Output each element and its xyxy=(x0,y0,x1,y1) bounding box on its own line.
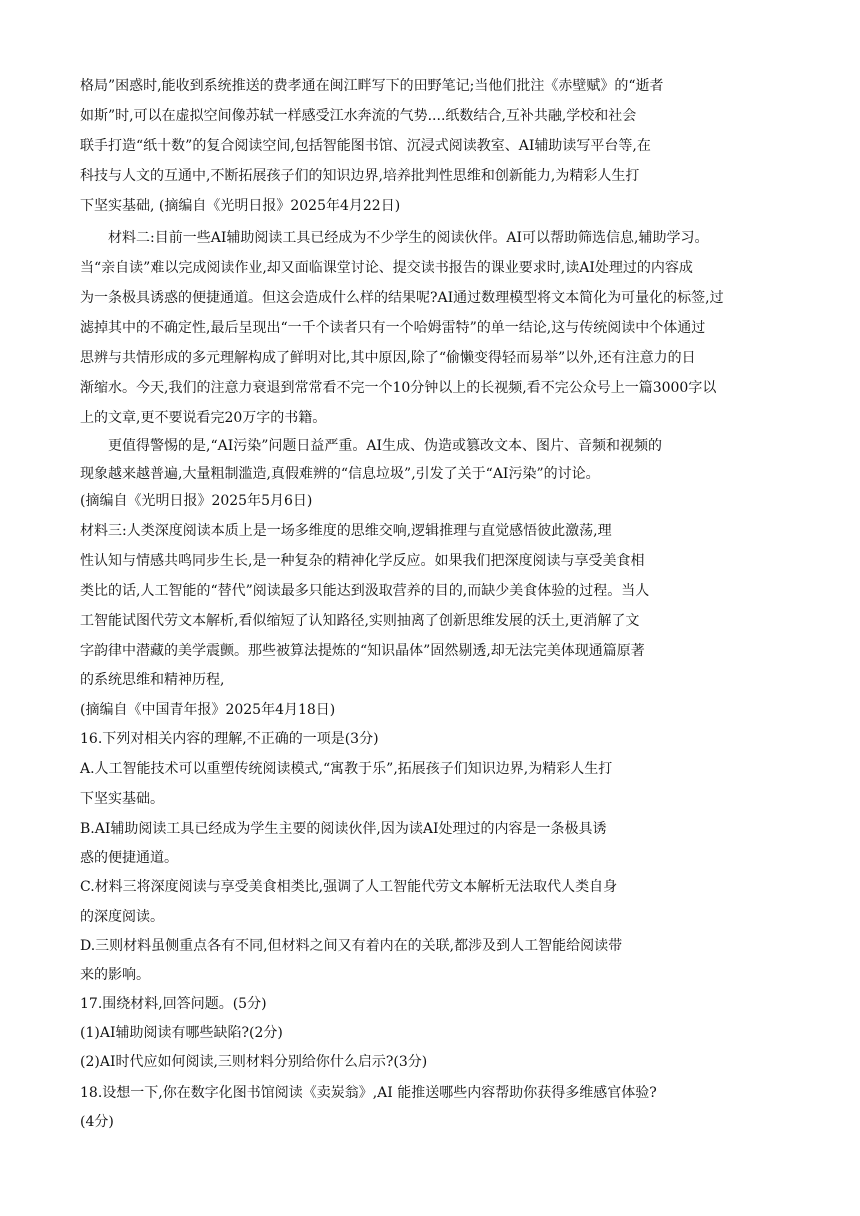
q16-option-d: D.三则材料虽侧重点各有不同,但材料之间又有着内在的关联,都涉及到人工智能给阅读带 xyxy=(80,938,623,954)
material2-line: 渐缩水。今天,我们的注意力衰退到常常看不完一个10分钟以上的长视频,看不完公众号上一篇3000字以 xyxy=(80,380,717,396)
material3-line: 类比的话,人工智能的“替代”阅读最多只能达到汲取营养的目的,而缺少美食体验的过程。当人 xyxy=(80,583,650,599)
material1-line: 格局”困惑时,能收到系统推送的费孝通在闽江畔写下的田野笔记;当他们批注《赤壁赋》的“逝者 xyxy=(80,78,664,94)
material1-line: 科技与人文的互通中,不断拓展孩子们的知识边界,培养批判性思维和创新能力,为精彩人生打 xyxy=(80,168,640,184)
material3-line: 字韵律中潜藏的美学震颤。那些被算法提炼的“知识晶体”固然剔透,却无法完美体现通篇原著 xyxy=(80,643,645,659)
material2-line: 更值得警惕的是,“AI污染”问题日益严重。AI生成、伪造或篡改文本、图片、音频和视频的 xyxy=(108,438,663,454)
material3-line: 工智能试图代劳文本解析,看似缩短了认知路径,实则抽离了创新思维发展的沃土,更消解了文 xyxy=(80,613,640,629)
q17-part-2: (2)AI时代应如何阅读,三则材料分别给你什么启示?(3分) xyxy=(80,1054,428,1070)
material2-line: 上的文章,更不要说看完20万字的书籍。 xyxy=(80,410,327,426)
q16-option-a-cont: 下坚实基础。 xyxy=(80,791,164,807)
q16-option-b: B.AI辅助阅读工具已经成为学生主要的阅读伙伴,因为读AI处理过的内容是一条极具诱 xyxy=(80,821,607,837)
material2-line: 当“亲自读”难以完成阅读作业,却又面临课堂讨论、提交读书报告的课业要求时,读AI处理过的内容成 xyxy=(80,260,693,276)
q16-option-b-cont: 惑的便捷通道。 xyxy=(80,850,178,866)
q16-stem: 16.下列对相关内容的理解,不正确的一项是(3分) xyxy=(80,731,379,747)
material3-line: 材料三:人类深度阅读本质上是一场多维度的思维交响,逻辑推理与直觉感悟彼此激荡,理 xyxy=(80,523,612,539)
material1-line: 如斯”时,可以在虚拟空间像苏轼一样感受江水奔流的气势....纸数结合,互补共融,学校和社会 xyxy=(80,108,637,124)
material2-line: 现象越来越普遍,大量粗制滥造,真假难辨的“信息垃圾”,引发了关于“AI污染”的讨论。 xyxy=(80,466,600,482)
q18-points: (4分) xyxy=(80,1114,114,1130)
material2-line: 滤掉其中的不确定性,最后呈现出“一千个读者只有一个哈姆雷特”的单一结论,这与传统阅读中个体通过 xyxy=(80,320,706,336)
material1-source-line: 下坚实基础, (摘编自《光明日报》2025年4月22日) xyxy=(80,198,401,214)
q16-option-d-cont: 来的影响。 xyxy=(80,967,150,983)
material2-line: 为一条极具诱惑的便捷通道。但这会造成什么样的结果呢?AI通过数理模型将文本简化为可量化的标签,过 xyxy=(80,290,724,306)
q16-option-c-cont: 的深度阅读。 xyxy=(80,909,164,925)
q17-part-1: (1)AI辅助阅读有哪些缺陷?(2分) xyxy=(80,1025,283,1041)
material3-line: 性认知与情感共鸣同步生长,是一种复杂的精神化学反应。如果我们把深度阅读与享受美食相 xyxy=(80,553,645,569)
material1-line: 联手打造“纸十数”的复合阅读空间,包括智能图书馆、沉浸式阅读教室、AI辅助读写平台等,在 xyxy=(80,138,651,154)
q16-option-a: A.人工智能技术可以重塑传统阅读模式,“寓教于乐”,拓展孩子们知识边界,为精彩人生打 xyxy=(80,761,613,777)
material3-line: 的系统思维和精神历程, xyxy=(80,672,225,688)
q17-stem: 17.围绕材料,回答问题。(5分) xyxy=(80,996,267,1012)
q18-stem: 18.设想一下,你在数字化图书馆阅读《卖炭翁》,AI 能推送哪些内容帮助你获得多维感官体验? xyxy=(80,1085,657,1101)
material2-line: 材料二:目前一些AI辅助阅读工具已经成为不少学生的阅读伙伴。AI可以帮助筛选信息,辅助学习。 xyxy=(108,230,709,246)
q16-option-c: C.材料三将深度阅读与享受美食相类比,强调了人工智能代劳文本解析无法取代人类自身 xyxy=(80,879,618,895)
material2-source: (摘编自《光明日报》2025年5月6日) xyxy=(80,493,313,509)
material3-source: (摘编自《中国青年报》2025年4月18日) xyxy=(80,702,336,718)
material2-line: 思辨与共情形成的多元理解构成了鲜明对比,其中原因,除了“偷懒变得轻而易举”以外,还有注意力的日 xyxy=(80,350,696,366)
